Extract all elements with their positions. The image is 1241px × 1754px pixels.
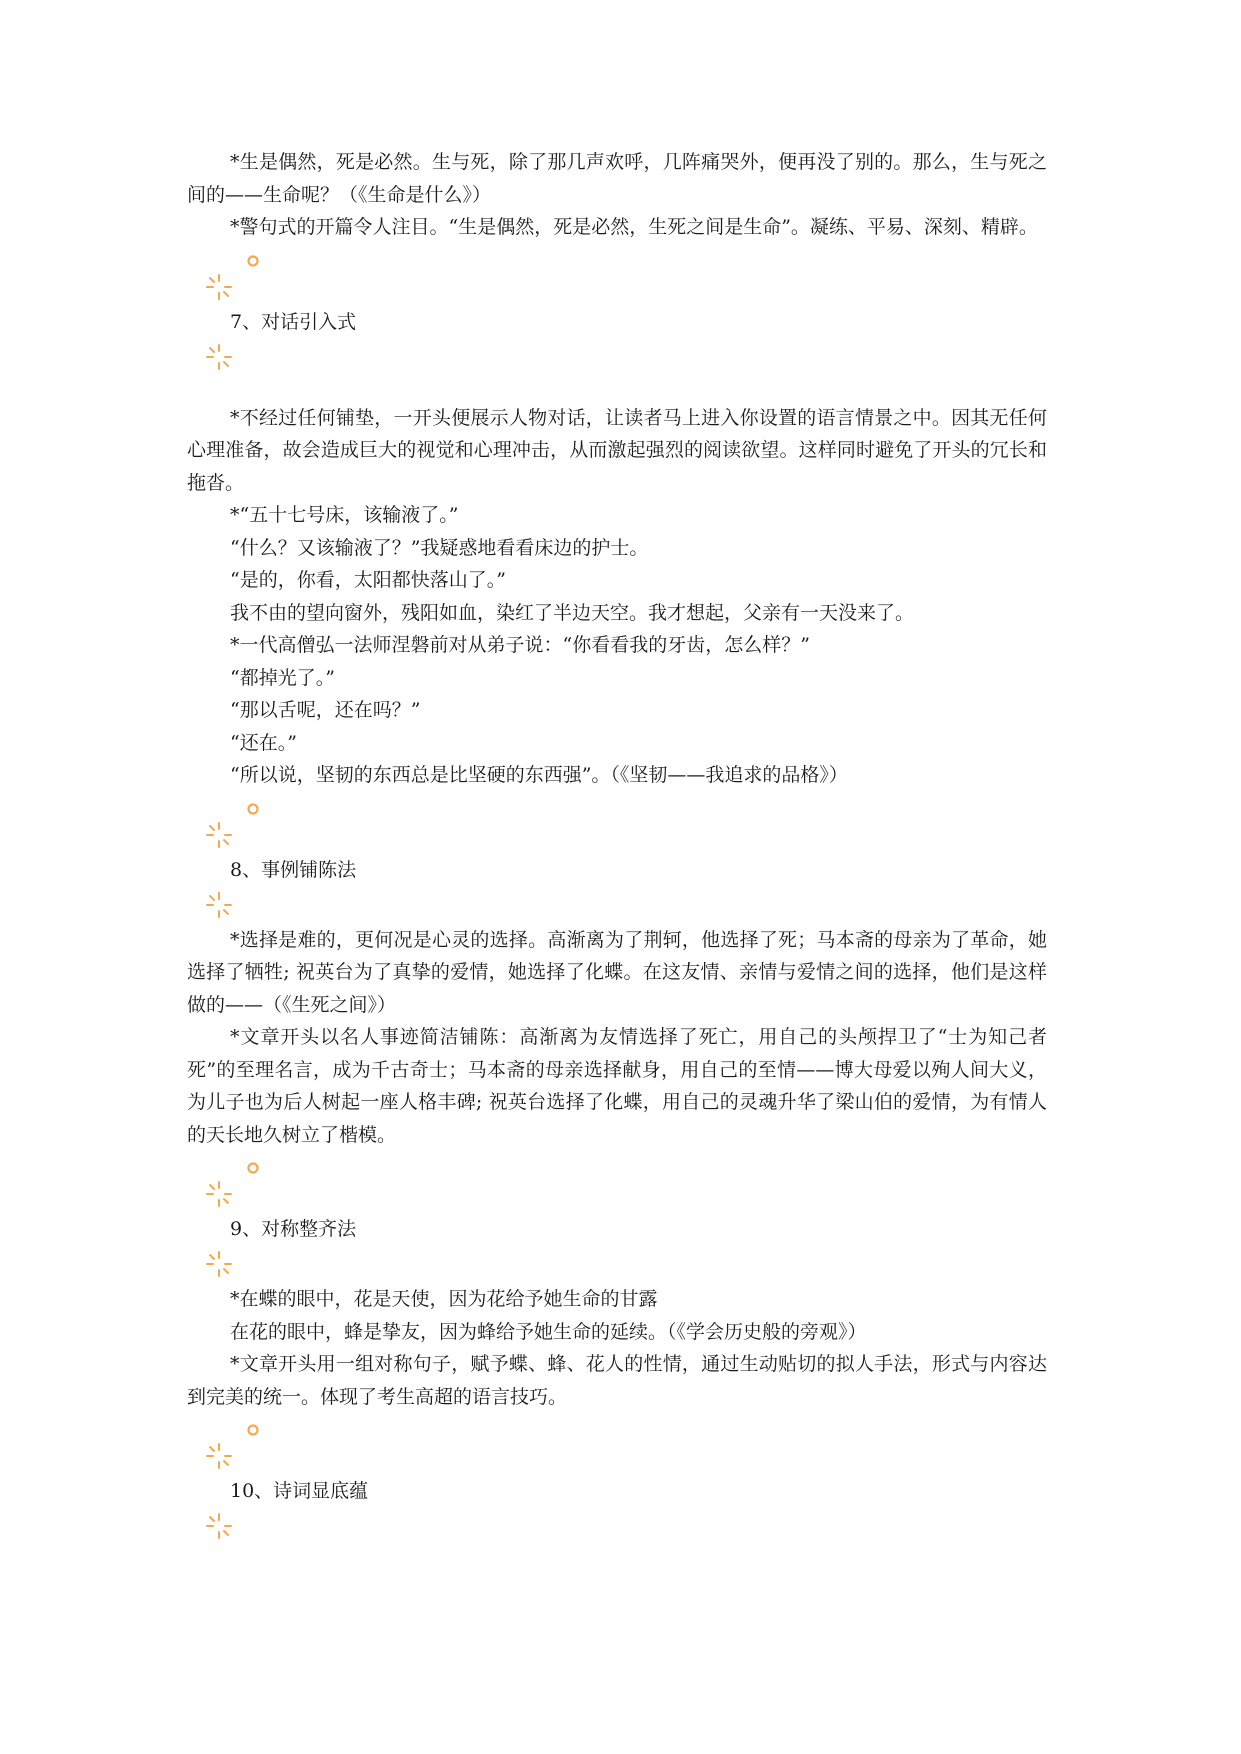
section-8-paragraph-2: *文章开头以名人事迹简洁铺陈：高渐离为友情选择了死亡，用自己的头颅捍卫了“士为知己者死”的至理名言，成为千古奇士；马本斋的母亲选择献身，用自己的至情——博大母爱以殉人间大义，为儿子也为后人树起一座人格丰碑; 祝英台选择了化蝶，用自己的灵魂升华了梁山伯的爱情，为有情人的天长地久树立了楷模。 <box>187 1026 1047 1146</box>
section-9-paragraph: *文章开头用一组对称句子，赋予蝶、蜂、花人的性情，通过生动贴切的拟人手法，形式与内容达到完美的统一。体现了考生高超的语言技巧。 <box>187 1353 1047 1408</box>
intro-paragraph-1: *生是偶然，死是必然。生与死，除了那几声欢呼，几阵痛哭外，便再没了别的。那么，生与死之间的——生命呢？（《生命是什么》） <box>187 151 1047 206</box>
dialogue-line: *“五十七号床，该输液了。” <box>230 504 459 526</box>
section-7-paragraph: *不经过任何铺垫，一开头便展示人物对话，让读者马上进入你设置的语言情景之中。因其无任何心理准备，故会造成巨大的视觉和心理冲击，从而激起强烈的阅读欲望。这样同时避免了开头的冗长和拖沓。 <box>187 406 1047 494</box>
ornament-burst <box>187 886 1047 924</box>
ornament-burst <box>187 1245 1047 1283</box>
small-ring-icon <box>246 254 260 268</box>
document-page <box>187 146 1047 1545</box>
dialogue-line: “还在。” <box>230 731 297 754</box>
section-9-line-1: *在蝶的眼中，花是天使，因为花给予她生命的甘露 <box>230 1288 658 1310</box>
section-10-heading: 10、诗词显底蕴 <box>230 1480 369 1502</box>
section-8-paragraph-1: *选择是难的，更何况是心灵的选择。高渐离为了荆轲，他选择了死；马本斋的母亲为了革命，她选择了牺牲; 祝英台为了真挚的爱情，她选择了化蝶。在这友情、亲情与爱情之间的选择，他们是这样做的——（《生死之间》） <box>187 928 1047 1016</box>
dialogue-line: “那以舌呢，还在吗？” <box>230 699 421 721</box>
sparkle-burst-icon <box>205 273 233 301</box>
sparkle-burst-icon <box>205 821 233 849</box>
dialogue-line: 我不由的望向窗外，残阳如血，染红了半边天空。我才想起，父亲有一天没来了。 <box>230 601 915 624</box>
small-ring-icon <box>246 1423 260 1437</box>
small-ring-icon <box>246 1161 260 1175</box>
dialogue-line: “是的，你看，太阳都快落山了。” <box>230 569 506 591</box>
dialogue-line: “所以说，坚韧的东西总是比坚硬的东西强”。（《坚韧——我追求的品格》） <box>230 764 848 786</box>
ornament-divider <box>187 792 1047 854</box>
section-8-heading: 8、事例铺陈法 <box>230 858 357 881</box>
sparkle-burst-icon <box>205 1512 233 1540</box>
ornament-burst <box>187 1507 1047 1545</box>
dialogue-line: “什么？又该输液了？”我疑惑地看看床边的护士。 <box>230 536 649 559</box>
small-ring-icon <box>246 802 260 816</box>
ornament-divider <box>187 1151 1047 1213</box>
ornament-burst <box>187 338 1047 376</box>
ornament-divider <box>187 244 1047 306</box>
section-9-heading: 9、对称整齐法 <box>230 1218 357 1240</box>
section-9-line-2: 在花的眼中，蜂是挚友，因为蜂给予她生命的延续。（《学会历史般的旁观》） <box>230 1320 867 1343</box>
dialogue-line: “都掉光了。” <box>230 666 335 689</box>
ornament-divider <box>187 1413 1047 1475</box>
intro-paragraph-2: *警句式的开篇令人注目。“生是偶然，死是必然，生死之间是生命”。凝练、平易、深刻、精辟。 <box>230 216 1038 238</box>
sparkle-burst-icon <box>205 1180 233 1208</box>
sparkle-burst-icon <box>205 891 233 919</box>
sparkle-burst-icon <box>205 1250 233 1278</box>
dialogue-line: *一代高僧弘一法师涅磐前对从弟子说：“你看看我的牙齿，怎么样？” <box>230 634 810 656</box>
sparkle-burst-icon <box>205 343 233 371</box>
section-7-heading: 7、对话引入式 <box>230 310 357 333</box>
sparkle-burst-icon <box>205 1442 233 1470</box>
